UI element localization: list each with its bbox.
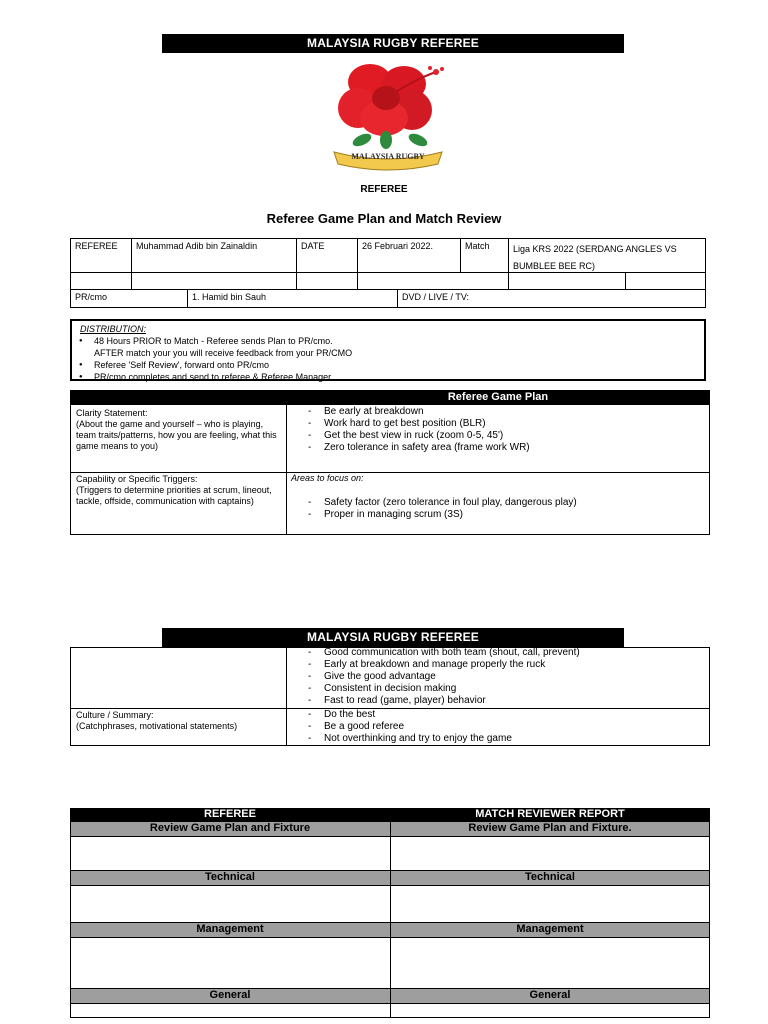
document-title: Referee Game Plan and Match Review [266,211,502,226]
list-item: AFTER match your you will receive feedback from your PR/CMO [94,348,353,358]
culture-desc: (Catchphrases, motivational statements) [76,721,238,731]
distribution-title: DISTRIBUTION: [80,324,147,334]
list-item: - Early at breakdown and manage properly the ruck [286,659,706,671]
malaysia-rugby-logo [328,60,448,172]
clarity-points [286,406,706,454]
capability-triggers [76,474,284,507]
referee-label: REFEREE [75,241,118,251]
match-value: Liga KRS 2022 (SERDANG ANGLES VS BUMBLEE BEE RC) [513,244,677,271]
list-item: - Not overthinking and try to enjoy the game [286,733,706,745]
logo-ribbon-text: MALAYSIA RUGBY [351,152,425,161]
culture-summary [76,710,284,732]
list-item: ● 48 Hours PRIOR to Match - Referee sends Plan to PR/cmo. [76,335,700,347]
match-label: Match [465,241,490,251]
list-item: - Consistent in decision making [286,683,706,695]
top-banner: MALAYSIA RUGBY REFEREE [162,34,624,53]
list-item: - Do the best [286,709,706,721]
review-right-management: Management [516,923,584,935]
page2-banner: MALAYSIA RUGBY REFEREE [162,628,624,647]
clarity-statement [76,408,284,452]
list-item: - Proper in managing scrum (3S) [286,509,706,521]
referee-name: Muhammad Adib bin Zainaldin [136,241,258,251]
hibiscus-petals [338,64,432,136]
review-right-technical: Technical [525,871,575,883]
review-right-sub: Review Game Plan and Fixture. [468,822,632,834]
list-item: - Get the best view in ruck (zoom 0-5, 45') [286,430,706,442]
page2-points [286,647,706,707]
review-left-sub: Review Game Plan and Fixture [149,822,311,834]
capability-title: Capability or Specific Triggers: [76,474,198,484]
list-item: - Zero tolerance in safety area (frame work WR) [286,442,706,454]
review-left-header: REFEREE [204,808,256,820]
review-right-header: MATCH REVIEWER REPORT [475,808,625,820]
distribution-list [76,335,700,383]
list-item: ● PR/cmo completes and send to referee & Referee Manager [76,371,700,383]
areas-label: Areas to focus on: [291,473,364,483]
date-label: DATE [301,241,325,251]
game-plan-header: Referee Game Plan [447,391,549,403]
review-left-technical: Technical [205,871,255,883]
pr-label: PR/cmo [75,292,108,302]
list-item: - Safety factor (zero tolerance in foul play, dangerous play) [286,497,706,509]
clarity-title: Clarity Statement: [76,408,148,418]
culture-title: Culture / Summary: [76,710,154,720]
list-item: - Be early at breakdown [286,406,706,418]
distribution-box [70,319,706,381]
list-item: - Give the good advantage [286,671,706,683]
dvd-label: DVD / LIVE / TV: [402,292,470,302]
review-left-management: Management [196,923,264,935]
referee-heading: REFEREE [360,184,408,195]
capability-points [286,497,706,521]
culture-points [286,709,706,745]
review-left-general: General [209,989,251,1001]
review-right-general: General [529,989,571,1001]
list-item: ● Referee 'Self Review', forward onto PR/cmo [76,359,700,371]
list-item: - Fast to read (game, player) behavior [286,695,706,707]
list-item: - Work hard to get best position (BLR) [286,418,706,430]
list-item: - Be a good referee [286,721,706,733]
list-item: - Good communication with both team (shout, call, prevent) [286,647,706,659]
clarity-desc: (About the game and yourself – who is playing, team traits/patterns, how you are feeling, what this game means to you) [76,419,277,451]
capability-desc: (Triggers to determine priorities at scrum, lineout, tackle, offside, communication with captains) [76,485,272,506]
date-value: 26 Februari 2022. [362,241,434,251]
pr-value: 1. Hamid bin Sauh [192,292,267,302]
